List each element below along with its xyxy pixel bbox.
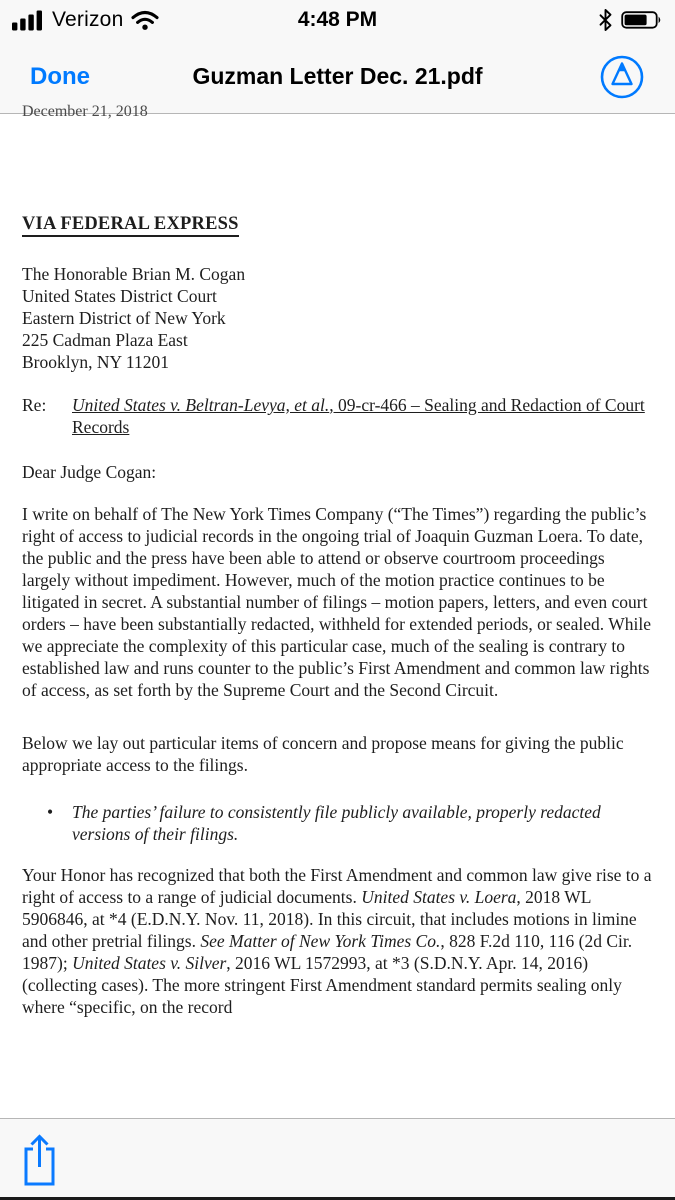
status-time: 4:48 PM [297,8,378,31]
address-line: Eastern District of New York [22,308,226,328]
done-button[interactable]: Done [24,40,96,113]
letter-paragraph: I write on behalf of The New York Times Company (“The Times”) regarding the public’s right of access to judicial records in the ongoing trial of Joaquin Guzman Loera. To date, the public and the press have been able to attend or observe courtroom proceedings largely without impediment. However, much of the motion practice continues to be litigated in secret. A substantial number of filings – motion papers, letters, and even court orders – have been substantially redacted, withheld for extended periods, or sealed. While we appreciate the complexity of this particular case, much of the sealing is contrary to established law and runs counter to the public’s First Amendment and common law rights of access, as set forth by the Supreme Court and the Second Circuit. [22,504,651,700]
cell-signal-icon [12,10,44,31]
carrier-label: Verizon [52,8,124,31]
top-chrome [0,0,675,120]
address-line: United States District Court [22,286,217,306]
re-label: Re: [22,395,47,415]
wifi-icon [131,10,159,31]
clipped-date-line: December 21, 2018 [22,103,148,120]
bullet-item [22,801,656,845]
re-subject: United States v. Beltran-Levya, et al., 09-cr-466 – Sealing and Redaction of Court Records [72,395,645,437]
re-line [22,394,656,438]
markup-pen-icon [599,54,645,100]
share-icon [20,1132,60,1188]
address-line: The Honorable Brian M. Cogan [22,264,246,284]
status-bar [0,0,675,40]
bullet-marker: • [47,802,54,822]
document-title: Guzman Letter Dec. 21.pdf [192,63,483,89]
battery-icon [621,10,663,30]
pdf-page-view[interactable] [0,103,675,1118]
markup-button[interactable] [599,54,645,100]
share-button[interactable] [20,1132,60,1188]
status-left-group [12,8,159,32]
salutation: Dear Judge Cogan: [22,462,157,482]
recipient-address [22,263,656,373]
address-line: 225 Cadman Plaza East [22,330,188,350]
bottom-toolbar [0,1118,675,1197]
letter-paragraph: Below we lay out particular items of concern and propose means for giving the public appropriate access to the filings. [22,733,624,775]
bullet-text: The parties’ failure to consistently file publicly available, properly redacted versions of their filings. [72,802,601,844]
letter-paragraph: Your Honor has recognized that both the First Amendment and common law give rise to a right of access to a range of judicial documents. United States v. Loera, 2018 WL 5906846, at *4 (E.D.N.Y. Nov. 11, 2018). In this circuit, that includes motions in limine and other pretrial filings. See Matter of New York Times Co., 828 F.2d 110, 116 (2d Cir. 1987); United States v. Silver, 2016 WL 1572993, at *3 (S.D.N.Y. Apr. 14, 2016) (collecting cases). The more stringent First Amendment standard permits sealing only where “specific, on the record [22,865,652,1017]
address-line: Brooklyn, NY 11201 [22,352,169,372]
bluetooth-icon [598,9,613,31]
status-right-group [598,9,663,31]
letter-heading: VIA FEDERAL EXPRESS [22,212,656,236]
